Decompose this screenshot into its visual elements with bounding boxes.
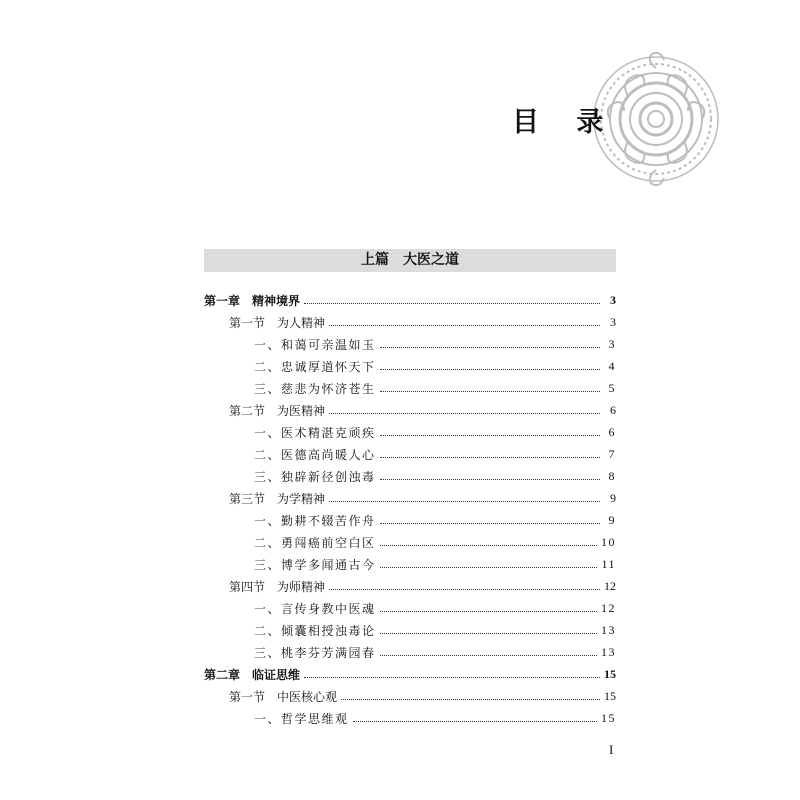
toc-section-entry[interactable] bbox=[204, 685, 616, 707]
toc-section-entry[interactable] bbox=[204, 399, 616, 421]
toc-item-entry[interactable] bbox=[204, 355, 616, 377]
toc-entry-title: 二、勇闯癌前空白区 bbox=[254, 535, 376, 550]
dot-leader bbox=[353, 720, 597, 722]
dot-leader bbox=[380, 654, 597, 656]
toc-entry-page: 15 bbox=[604, 666, 616, 681]
toc-item-entry[interactable] bbox=[204, 377, 616, 399]
toc-item-entry[interactable] bbox=[204, 707, 616, 729]
toc-entry-title: 一、哲学思维观 bbox=[254, 711, 349, 726]
toc-entry-page: 3 bbox=[608, 336, 616, 351]
dot-leader bbox=[329, 588, 600, 590]
toc-entry-page: 3 bbox=[610, 314, 616, 329]
toc-entry-page: 9 bbox=[608, 512, 616, 527]
dot-leader bbox=[380, 346, 600, 348]
toc-entry-title: 二、医德高尚暖人心 bbox=[254, 447, 376, 462]
toc-item-entry[interactable] bbox=[204, 465, 616, 487]
toc-entry-title: 第三节 为学精神 bbox=[229, 491, 326, 506]
toc-entry-page: 15 bbox=[604, 688, 616, 703]
dot-leader bbox=[380, 610, 597, 612]
dot-leader bbox=[329, 324, 600, 326]
toc-item-entry[interactable] bbox=[204, 333, 616, 355]
dot-leader bbox=[341, 698, 600, 700]
toc-entry-title: 二、倾囊相授浊毒论 bbox=[254, 623, 376, 638]
dot-leader bbox=[380, 566, 598, 568]
toc-section-entry[interactable] bbox=[204, 575, 616, 597]
part-heading: 上篇 大医之道 bbox=[204, 249, 616, 272]
toc-entry-title: 三、慈悲为怀济苍生 bbox=[254, 381, 376, 396]
decorative-medallion bbox=[590, 48, 780, 190]
dot-leader bbox=[380, 390, 600, 392]
toc-entry-title: 三、桃李芬芳满园春 bbox=[254, 645, 376, 660]
toc-item-entry[interactable] bbox=[204, 509, 616, 531]
toc-chapter-entry[interactable] bbox=[204, 289, 616, 311]
toc-entry-title: 第二节 为医精神 bbox=[229, 403, 326, 418]
toc-entry-page: 12 bbox=[604, 578, 616, 593]
dot-leader bbox=[380, 478, 600, 480]
page-number: I bbox=[609, 742, 614, 757]
toc-entry-page: 6 bbox=[610, 402, 616, 417]
toc-entry-title: 三、独辟新径创浊毒 bbox=[254, 469, 376, 484]
page-title: 目 录 bbox=[512, 107, 618, 138]
toc-entry-title: 三、博学多闻通古今 bbox=[254, 557, 376, 572]
toc-entry-page: 10 bbox=[601, 534, 616, 549]
toc-item-entry[interactable] bbox=[204, 553, 616, 575]
toc-chapter-entry[interactable] bbox=[204, 663, 616, 685]
toc-entry-page: 4 bbox=[608, 358, 616, 373]
dot-leader bbox=[329, 500, 600, 502]
toc-item-entry[interactable] bbox=[204, 421, 616, 443]
toc-entry-title: 一、和蔼可亲温如玉 bbox=[254, 337, 376, 352]
toc-item-entry[interactable] bbox=[204, 619, 616, 641]
toc-entry-title: 第一节 中医核心观 bbox=[229, 689, 338, 704]
toc-entry-page: 7 bbox=[608, 446, 616, 461]
toc-entry-title: 第一章 精神境界 bbox=[204, 293, 301, 308]
toc-section-entry[interactable] bbox=[204, 311, 616, 333]
dot-leader bbox=[380, 368, 600, 370]
toc-entry-title: 一、言传身教中医魂 bbox=[254, 601, 376, 616]
dot-leader bbox=[304, 676, 600, 678]
toc-item-entry[interactable] bbox=[204, 597, 616, 619]
toc-entry-page: 5 bbox=[608, 380, 616, 395]
toc-entry-page: 11 bbox=[601, 556, 616, 571]
dot-leader bbox=[329, 412, 600, 414]
toc-entry-page: 9 bbox=[610, 490, 616, 505]
dot-leader bbox=[380, 434, 600, 436]
toc-entry-title: 第一节 为人精神 bbox=[229, 315, 326, 330]
dot-leader bbox=[380, 632, 597, 634]
toc-entry-page: 8 bbox=[608, 468, 616, 483]
toc-entry-page: 6 bbox=[608, 424, 616, 439]
toc-item-entry[interactable] bbox=[204, 641, 616, 663]
toc-entry-page: 13 bbox=[601, 644, 616, 659]
dot-leader bbox=[380, 544, 597, 546]
toc-item-entry[interactable] bbox=[204, 531, 616, 553]
toc-entry-page: 3 bbox=[610, 292, 616, 307]
toc-entry-title: 第四节 为师精神 bbox=[229, 579, 326, 594]
dot-leader bbox=[380, 522, 600, 524]
toc-entry-title: 一、勤耕不辍苦作舟 bbox=[254, 513, 376, 528]
toc-entry-page: 15 bbox=[601, 710, 616, 725]
dot-leader bbox=[304, 302, 600, 304]
toc-section-entry[interactable] bbox=[204, 487, 616, 509]
toc-entry-title: 第二章 临证思维 bbox=[204, 667, 301, 682]
toc-entry-title: 一、医术精湛克顽疾 bbox=[254, 425, 376, 440]
toc-entry-page: 13 bbox=[601, 622, 616, 637]
toc-entry-title: 二、忠诚厚道怀天下 bbox=[254, 359, 376, 374]
table-of-contents bbox=[204, 289, 616, 729]
dot-leader bbox=[380, 456, 600, 458]
toc-item-entry[interactable] bbox=[204, 443, 616, 465]
toc-entry-page: 12 bbox=[601, 600, 616, 615]
